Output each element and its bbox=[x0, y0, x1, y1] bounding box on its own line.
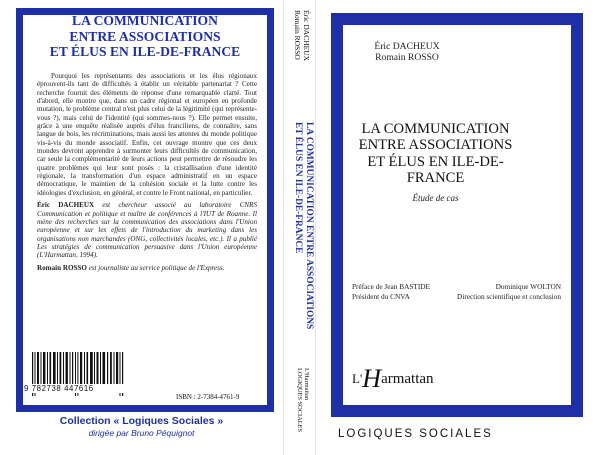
publisher-initial: H bbox=[362, 364, 382, 393]
isbn: ISBN : 2-7384-4761-9 bbox=[176, 393, 240, 401]
front-authors bbox=[343, 41, 471, 63]
barcode-number: 9 782738 447616 bbox=[24, 384, 134, 393]
publisher-rest: armattan bbox=[381, 371, 434, 387]
publisher-prefix: L' bbox=[352, 371, 363, 386]
coauthor-line: Direction scientifique et conclusion bbox=[457, 291, 561, 301]
series-name: LOGIQUES SOCIALES bbox=[338, 428, 493, 440]
front-title-line: ET ÉLUS EN ILE-DE-FRANCE bbox=[367, 153, 504, 187]
front-author: Éric DACHEUX bbox=[374, 41, 440, 52]
scientific-direction-credit bbox=[431, 282, 561, 301]
preface-line: Préface de Jean BASTIDE bbox=[352, 282, 431, 291]
author1-name: Éric DACHEUX bbox=[37, 201, 95, 210]
author2-name: Romain ROSSO bbox=[37, 263, 87, 272]
publisher-logo bbox=[352, 364, 434, 393]
front-title-line: LA COMMUNICATION bbox=[361, 121, 510, 137]
author2-bio-text: est journaliste au service politique de l'Express. bbox=[86, 263, 225, 272]
spine-author: Éric DACHEUX bbox=[302, 10, 311, 62]
back-title-line: ENTRE ASSOCIATIONS bbox=[69, 28, 221, 44]
spine-title bbox=[293, 122, 314, 362]
preface-line: Président du CNVA bbox=[352, 291, 410, 301]
preface-credit bbox=[352, 282, 430, 301]
collection-name: Collection « Logiques Sociales » bbox=[59, 415, 224, 427]
spine-author: Romain ROSSO bbox=[293, 10, 303, 60]
front-author: Romain ROSSO bbox=[375, 52, 439, 63]
coauthor-line: Dominique WOLTON bbox=[495, 282, 561, 291]
spine-logo-line: L'Harmattan bbox=[303, 368, 310, 401]
author2-bio bbox=[37, 264, 257, 272]
back-title-line: LA COMMUNICATION bbox=[72, 13, 218, 28]
back-blurb bbox=[37, 72, 257, 276]
spine-publisher-logo bbox=[296, 368, 310, 432]
back-title-line: ET ÉLUS EN ILE-DE-FRANCE bbox=[49, 44, 241, 59]
back-title bbox=[20, 13, 270, 60]
spine-logo-line: LOGIQUES SOCIALES bbox=[296, 368, 303, 433]
front-subtitle: Étude de cas bbox=[412, 193, 459, 203]
front-title bbox=[343, 121, 528, 187]
front-title-line: ENTRE ASSOCIATIONS bbox=[358, 137, 513, 154]
blurb-paragraph: Pourquoi les représentants des associations et les élus régionaux éprouvent-ils tant de difficultés à établir un véritable partenariat ? Cette recherche fournit des éléments de réponse d'une remarquable clarté. Tout d'abord, elle montre que, dans un cadre régional et européen en profonde mutation, le problème central n'est plus celui de la légitimité (qui représente-vous ?), mais celui de l'identité (qui sommes-nous ?). Elle permet ensuite, grâce à une enquête réalisée auprès d'élus franciliens, de connaître, sans langue de bois, les récriminations, mais aussi les attentes du monde politique vis-à-vis du monde associatif. Enfin, cet ouvrage montre que ces deux mondes devront apprendre à surmonter leurs difficultés de communication, car seule la complémentarité de leurs actions peut permettre de résoudre les quatre problèmes qui leur sont posés : la cristallisation d'une identité régionale, la transformation d'un espace administratif en un espace démocratique, le maintien de la cohésion sociale et la lutte contre les idéologies d'exclusion, en général, et contre le Front national, en particulier. bbox=[37, 72, 257, 197]
author1-bio-text: est chercheur associé au laboratoire CNRS Communication et politique et maître de conférences à l'IUT de Roanne. Il mène des recherches sur la communication des associations dans l'Union européenne et sur les effets de l'introduction du marketing dans les organisations non marchandes (ONG, collectivités locales, etc.). Il a publié Les stratégies de communication persuasive dans l'Union européenne (L'Harmattan, 1994). bbox=[37, 201, 257, 260]
author1-bio bbox=[37, 201, 257, 259]
spine-title-line: ET ÉLUS EN ILE-DE-FRANCE bbox=[293, 122, 304, 254]
spine-authors bbox=[290, 10, 310, 130]
spine-title-line: LA COMMUNICATION ENTRE ASSOCIATIONS bbox=[304, 122, 314, 330]
collection-director: dirigée par Bruno Péquignot bbox=[88, 428, 195, 438]
front-cover-frame bbox=[331, 13, 583, 417]
